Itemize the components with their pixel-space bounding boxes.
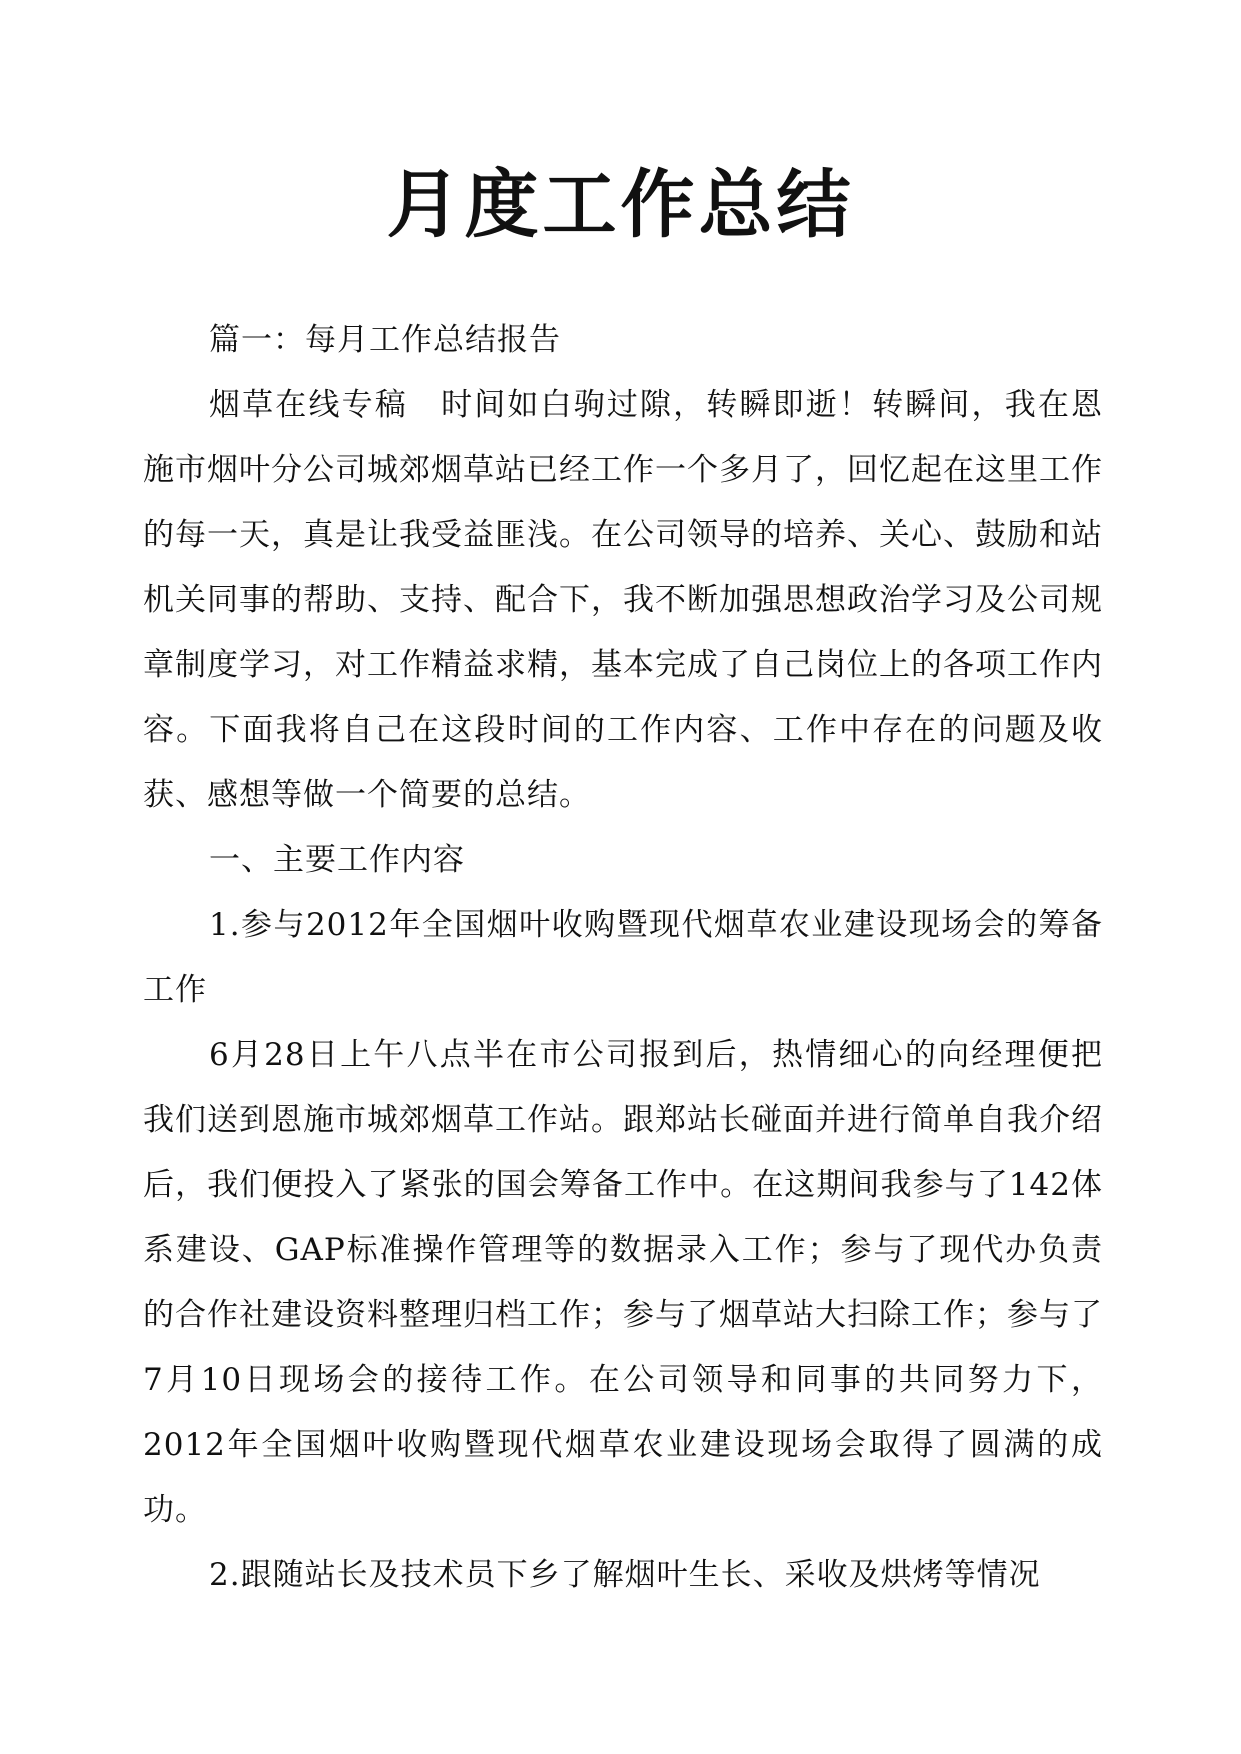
item-heading-1: 1.参与2012年全国烟叶收购暨现代烟草农业建设现场会的筹备工作 [143, 907, 1103, 1008]
item-heading-2: 2.跟随站长及技术员下乡了解烟叶生长、采收及烘烤等情况 [209, 1557, 1041, 1593]
document-title: 月度工作总结 [386, 162, 855, 248]
intro-paragraph: 烟草在线专稿 时间如白驹过隙，转瞬即逝！转瞬间，我在恩施市烟叶分公司城郊烟草站已经工作一个多月了，回忆起在这里工作的每一天，真是让我受益匪浅。在公司领导的培养、关心、鼓励和站机关同事的帮助、支持、配合下，我不断加强思想政治学习及公司规章制度学习，对工作精益求精，基本完成了自己岗位上的各项工作内容。下面我将自己在这段时间的工作内容、工作中存在的问题及收获、感想等做一个简要的总结。 [143, 387, 1103, 813]
item-1-paragraph: 6月28日上午八点半在市公司报到后，热情细心的向经理便把我们送到恩施市城郊烟草工作站。跟郑站长碰面并进行简单自我介绍后，我们便投入了紧张的国会筹备工作中。在这期间我参与了142体系建设、GAP标准操作管理等的数据录入工作；参与了现代办负责的合作社建设资料整理归档工作；参与了烟草站大扫除工作；参与了7月10日现场会的接待工作。在公司领导和同事的共同努力下，2012年全国烟叶收购暨现代烟草农业建设现场会取得了圆满的成功。 [143, 1037, 1103, 1528]
document-body [143, 308, 1103, 1608]
section-heading-main-work: 一、主要工作内容 [209, 842, 465, 878]
section-heading-part-one: 篇一：每月工作总结报告 [209, 322, 561, 358]
